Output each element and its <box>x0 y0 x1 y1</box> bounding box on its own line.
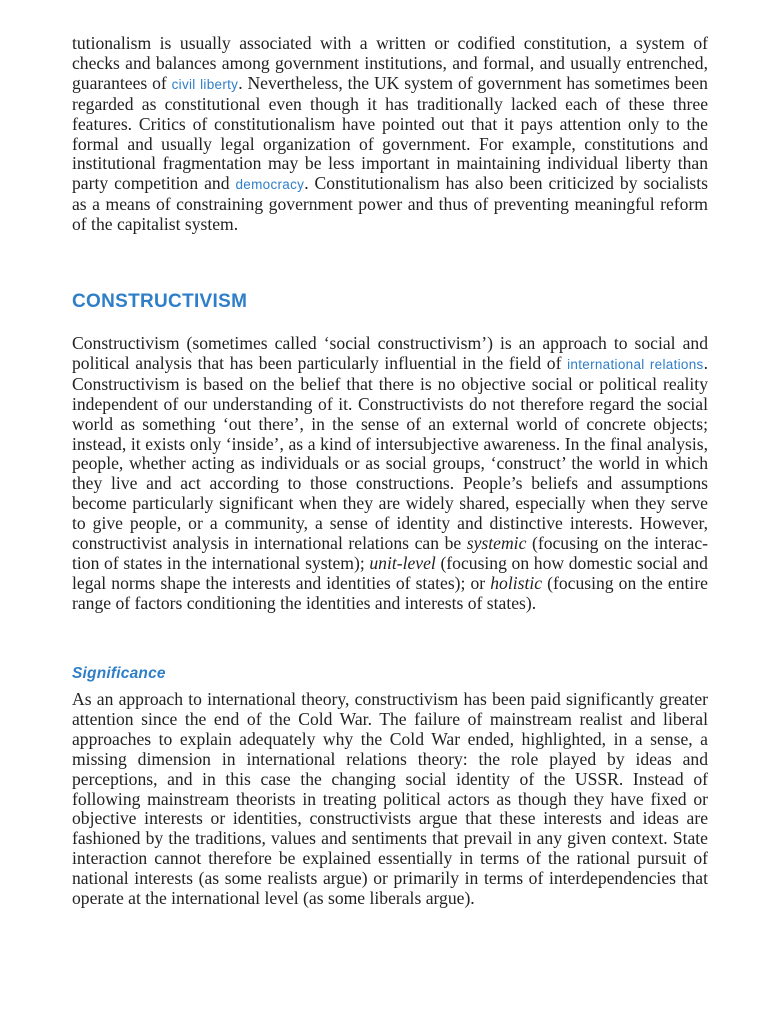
cross-reference-civil-liberty[interactable]: civil liberty <box>171 76 239 92</box>
paragraph-text: tutionalism is usually associated with a written or codified constitution, a system of checks and balances among government institutions, and formal, and usually entrenched, guarantees of <box>72 33 708 93</box>
significance-paragraph: As an approach to international theory, constructivism has been paid significantly greater attention since the end of the Cold War. The failure of mainstream realist and liberal approaches to explain adequately why the Cold War ended, highlighted, in a sense, a missing dimension in international relations theory: the role played by ideas and perceptions, and in this case the changing social identity of the USSR. Instead of following mainstream theorists in treating political actors as though they have fixed or objective interests or identities, constructivists argue that these interests and ideas are fashioned by the traditions, values and sentiments that prevail in any given context. State interaction cannot therefore be explained essentially in terms of the rational pursuit of national interests (as some realists argue) or primarily in terms of interdependencies that operate at the international level (as some liberals argue). <box>72 689 708 909</box>
cross-reference-democracy[interactable]: democracy <box>235 177 305 193</box>
term-unit-level: unit-level <box>369 552 436 573</box>
subheading-significance: Significance <box>72 665 166 682</box>
paragraph-text: (focusing on the interaction of states in the international system); <box>72 533 708 573</box>
constitutionalism-paragraph <box>72 34 708 235</box>
paragraph-text: (focusing on how domestic social and legal norms shape the interests and identities of states); or <box>72 552 708 593</box>
paragraph-text: . Nevertheless, the UK system of government has sometimes been regarded as constitutional even though it has traditionally lacked each of these three features. Critics of constitutionalism have pointed out that it pays attention only to the formal and usually legal organization of government. For example, constitutions and institutional fragmentation may be less important in maintaining individual liberty than party competition and <box>72 72 708 194</box>
constructivism-paragraph <box>72 334 708 614</box>
paragraph-text: Constructivism (sometimes called ‘social constructivism’) is an approach to social and political analysis that has been particularly influential in the field of <box>72 333 708 373</box>
section-heading: CONSTRUCTIVISM <box>72 291 248 312</box>
term-systemic: systemic <box>466 533 527 554</box>
cross-reference-international-relations[interactable]: international relations <box>567 356 704 372</box>
paragraph-text: (focusing on the entire range of factors conditioning the identities and interests of states). <box>72 572 708 613</box>
paragraph-text: . Constitutionalism has also been criticized by socialists as a means of constraining government power and thus of preventing meaningful reform of the capitalist system. <box>72 173 708 235</box>
term-holistic: holistic <box>490 572 543 593</box>
paragraph-text: . Constructivism is based on the belief that there is no objective social or political reality independent of our understanding of it. Constructivists do not therefore regard the social world as something ‘out there’, in the sense of an external world of concrete objects; instead, it exists only ‘inside’, as a kind of intersubjective awareness. In the final analysis, people, whether acting as individuals or as social groups, ‘construct’ the world in which they live and act according to those constructions. People’s beliefs and assumptions become particularly significant when they are widely shared, especially when they serve to give people, or a community, a sense of identity and distinctive interests. However, constructivist analysis in international relations can be <box>72 352 709 554</box>
